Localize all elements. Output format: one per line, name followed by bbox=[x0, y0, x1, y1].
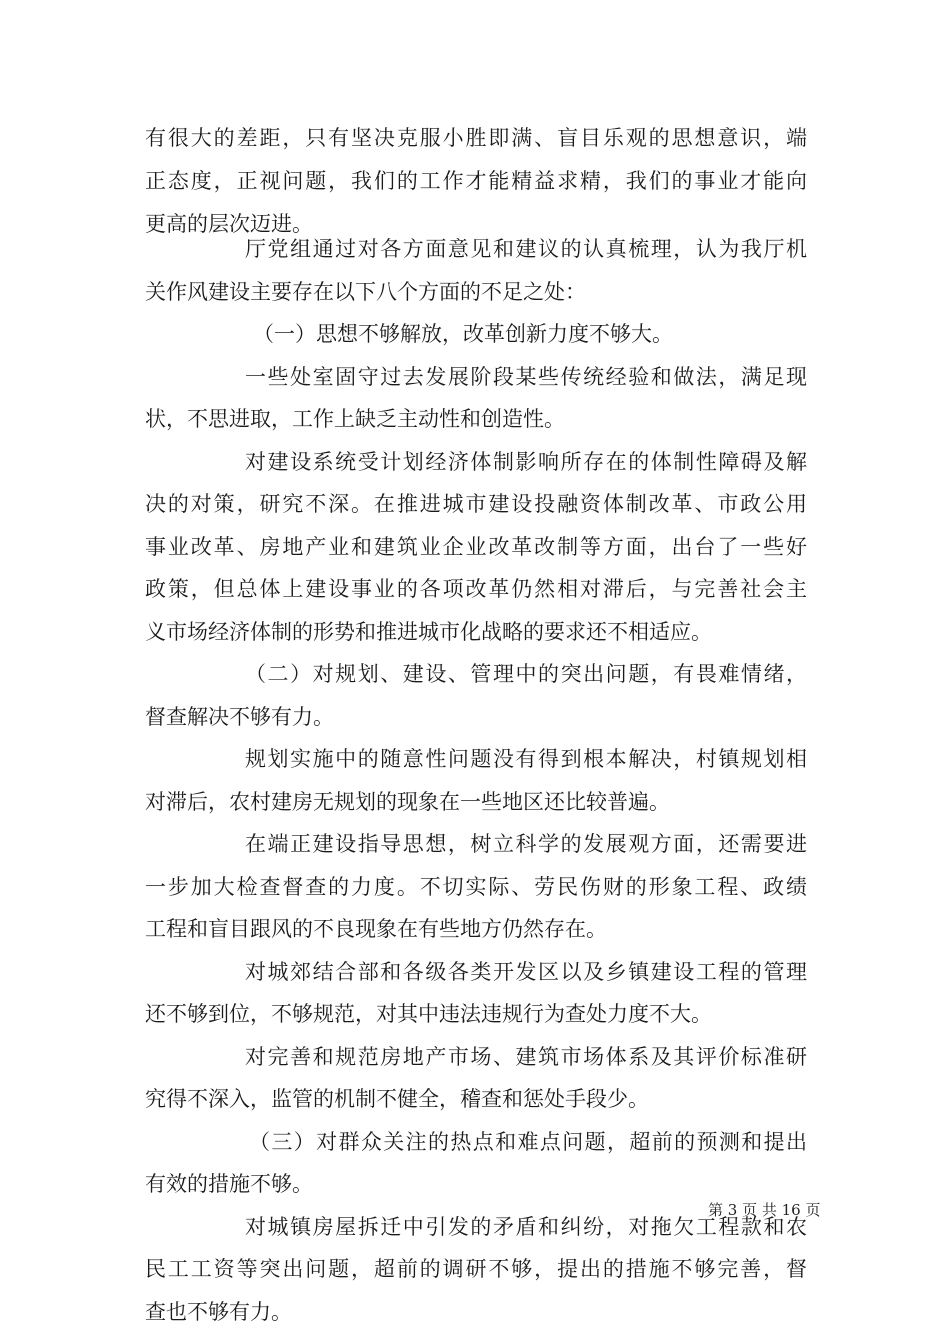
text-line: 更高的层次迈进。 bbox=[145, 212, 313, 236]
paragraph-first-line: 对城郊结合部和各级各类开发区以及乡镇建设工程的管理 bbox=[245, 960, 807, 984]
section-heading: （一）思想不够解放，改革创新力度不够大。 bbox=[253, 322, 673, 346]
text-line: 有很大的差距，只有坚决克服小胜即满、盲目乐观的思想意识，端 bbox=[145, 126, 807, 150]
text-line: 一步加大检查督查的力度。不切实际、劳民伤财的形象工程、政绩 bbox=[145, 875, 807, 899]
paragraph-first-line: 在端正建设指导思想，树立科学的发展观方面，还需要进 bbox=[245, 832, 807, 856]
paragraph-first-line: 厅党组通过对各方面意见和建议的认真梳理，认为我厅机 bbox=[245, 237, 807, 261]
text-line: 对滞后，农村建房无规划的现象在一些地区还比较普遍。 bbox=[145, 790, 670, 814]
paragraph-first-line: 一些处室固守过去发展阶段某些传统经验和做法，满足现 bbox=[245, 365, 807, 389]
text-line: 工程和盲目跟风的不良现象在有些地方仍然存在。 bbox=[145, 917, 607, 941]
text-line: 民工工资等突出问题，超前的调研不够，提出的措施不够完善，督 bbox=[145, 1257, 807, 1281]
text-line: 义市场经济体制的形势和推进城市化战略的要求还不相适应。 bbox=[145, 620, 712, 644]
paragraph-first-line: 对完善和规范房地产市场、建筑市场体系及其评价标准研 bbox=[245, 1045, 807, 1069]
section-heading-cont: 督查解决不够有力。 bbox=[145, 705, 334, 729]
text-line: 查也不够有力。 bbox=[145, 1300, 292, 1324]
section-heading-cont: 有效的措施不够。 bbox=[145, 1172, 313, 1196]
text-line: 决的对策，研究不深。在推进城市建设投融资体制改革、市政公用 bbox=[145, 492, 807, 516]
section-heading: （二）对规划、建设、管理中的突出问题，有畏难情绪， bbox=[245, 662, 807, 686]
page-number-footer: 第 3 页 共 16 页 bbox=[708, 1201, 821, 1219]
paragraph-first-line: 对城镇房屋拆迁中引发的矛盾和纠纷，对拖欠工程款和农 bbox=[245, 1215, 807, 1239]
text-line: 关作风建设主要存在以下八个方面的不足之处： bbox=[145, 280, 586, 304]
text-line: 政策，但总体上建设事业的各项改革仍然相对滞后，与完善社会主 bbox=[145, 577, 807, 601]
text-line: 事业改革、房地产业和建筑业企业改革改制等方面，出台了一些好 bbox=[145, 535, 807, 559]
paragraph-first-line: 对建设系统受计划经济体制影响所存在的体制性障碍及解 bbox=[245, 450, 807, 474]
text-line: 状，不思进取，工作上缺乏主动性和创造性。 bbox=[145, 407, 565, 431]
text-line: 还不够到位，不够规范，对其中违法违规行为查处力度不大。 bbox=[145, 1002, 712, 1026]
section-heading: （三）对群众关注的热点和难点问题，超前的预测和提出 bbox=[249, 1130, 807, 1154]
text-line: 正态度，正视问题，我们的工作才能精益求精，我们的事业才能向 bbox=[145, 169, 807, 193]
paragraph-first-line: 规划实施中的随意性问题没有得到根本解决，村镇规划相 bbox=[245, 747, 807, 771]
text-line: 究得不深入，监管的机制不健全，稽查和惩处手段少。 bbox=[145, 1087, 649, 1111]
